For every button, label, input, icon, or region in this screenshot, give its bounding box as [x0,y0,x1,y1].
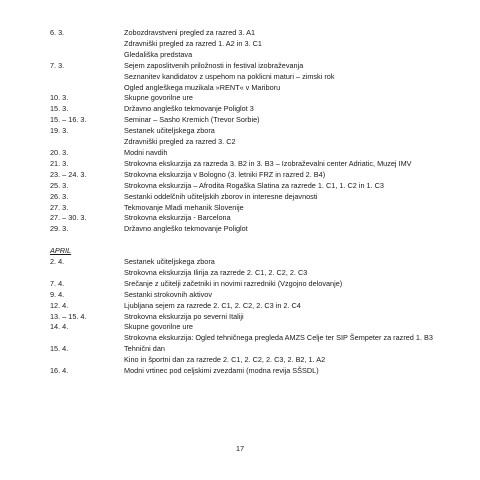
schedule-row [50,203,460,214]
entry-date: 21. 3. [50,158,69,168]
entry-date: 9. 4. [50,289,65,299]
entry-event: Modni vrtinec pod celjskimi zvezdami (modna revija SŠSDL) [124,366,319,376]
entry-date: 14. 4. [50,322,69,332]
entry-date: 6. 3. [50,28,65,37]
schedule-row [50,224,460,235]
entry-event: Ogled angleškega muzikala »RENT« v Mariboru [124,82,281,92]
schedule-row [50,181,460,192]
entry-date: 7. 3. [50,60,65,70]
month-heading-april: APRIL [50,246,72,256]
schedule-row [50,126,460,137]
entry-event: Zdravniški pregled za razred 1. A2 in 3. C1 [124,38,262,48]
entry-date: 15. 3. [50,104,69,114]
schedule-row [50,301,460,312]
entry-event: Skupne govorilne ure [124,93,193,103]
entry-date: 2. 4. [50,257,65,267]
entry-date: 15. 4. [50,344,69,354]
entry-event: Kino in športni dan za razrede 2. C1, 2. C2, 2. C3, 2. B2, 1. A2 [124,355,326,365]
entry-event: Sestanek učiteljskega zbora [124,126,215,136]
schedule-row [50,115,460,126]
entry-event: Državno angleško tekmovanje Poliglot [124,224,248,234]
schedule-row [50,61,460,72]
entry-event: Seznanitev kandidatov z uspehom na poklicni maturi – zimski rok [124,71,335,81]
entry-event: Sestanki oddelčnih učiteljskih zborov in interesne dejavnosti [124,191,318,201]
entry-date: 10. 3. [50,93,69,103]
schedule-row [50,28,460,39]
entry-event: Sestanki strokovnih aktivov [124,289,213,299]
entry-event: Zdravniški pregled za razred 3. C2 [124,137,236,147]
entry-event: Skupne govorilne ure [124,322,193,332]
entry-event: Seminar – Sasho Kremich (Trevor Sorbie) [124,115,260,125]
schedule-list [50,28,460,377]
entry-date: 13. – 15. 4. [50,311,87,321]
schedule-row [50,312,460,323]
schedule-row [50,192,460,203]
entry-date: 12. 4. [50,300,69,310]
entry-event: Strokovna ekskurzija za razreda 3. B2 in 3. B3 – Izobraževalni center Adriatic, Muzej IMV [124,158,412,168]
entry-event: Zobozdravstveni pregled za razred 3. A1 [124,28,256,37]
schedule-row [50,72,460,83]
entry-event: Modni navdih [124,147,168,157]
entry-event: Ljubljana sejem za razrede 2. C1, 2. C2, 2. C3 in 2. C4 [124,300,301,310]
entry-event: Strokovna ekskurzija - Barcelona [124,213,231,223]
schedule-row [50,333,460,344]
entry-date: 15. – 16. 3. [50,115,87,125]
entry-event: Tehnični dan [124,344,165,354]
page-number: 17 [235,444,245,453]
schedule-row [50,355,460,366]
april-entries [50,257,460,377]
schedule-row [50,148,460,159]
schedule-row [50,322,460,333]
entry-date: 16. 4. [50,366,69,376]
entry-date: 25. 3. [50,180,69,190]
entry-event: Strokovna ekskurzija v Bologno (3. letniki FRZ in razred 2. B4) [124,169,326,179]
entry-event: Tekmovanje Mladi mehanik Slovenije [124,202,244,212]
schedule-row [50,366,460,377]
schedule-row [50,279,460,290]
entry-date: 19. 3. [50,126,69,136]
march-entries [50,28,460,235]
entry-event: Sestanek učiteljskega zbora [124,257,215,267]
schedule-row [50,159,460,170]
schedule-row [50,170,460,181]
entry-date: 29. 3. [50,224,69,234]
entry-event: Gledališka predstava [124,49,193,59]
entry-event: Strokovna ekskurzija Ilirija za razrede 2. C1, 2. C2, 2. C3 [124,267,308,277]
entry-event: Strokovna ekskurzija – Afrodita Rogaška Slatina za razrede 1. C1, 1. C2 in 1. C3 [124,180,384,190]
entry-date: 23. – 24. 3. [50,169,87,179]
entry-event: Državno angleško tekmovanje Poliglot 3 [124,104,254,114]
entry-date: 27. 3. [50,202,69,212]
schedule-row [50,104,460,115]
schedule-row [50,213,460,224]
schedule-row [50,344,460,355]
schedule-row [50,137,460,148]
entry-date: 7. 4. [50,278,65,288]
entry-date: 27. – 30. 3. [50,213,87,223]
schedule-row [50,268,460,279]
schedule-row [50,83,460,94]
schedule-row [50,39,460,50]
schedule-row [50,290,460,301]
schedule-row [50,50,460,61]
entry-date: 20. 3. [50,147,69,157]
entry-date: 26. 3. [50,191,69,201]
month-heading-row [50,246,460,257]
entry-event: Strokovna ekskurzija po severni Italiji [124,311,244,321]
entry-event: Sejem zaposlitvenih priložnosti in festival izobraževanja [124,60,304,70]
schedule-row [50,257,460,268]
entry-event: Strokovna ekskurzija: Ogled tehničnega pregleda AMZS Celje ter SIP Šempeter za razred 1. B3 [124,333,433,343]
schedule-row [50,93,460,104]
entry-event: Srečanje z učitelji začetniki in novimi razredniki (Vzgojno delovanje) [124,278,343,288]
